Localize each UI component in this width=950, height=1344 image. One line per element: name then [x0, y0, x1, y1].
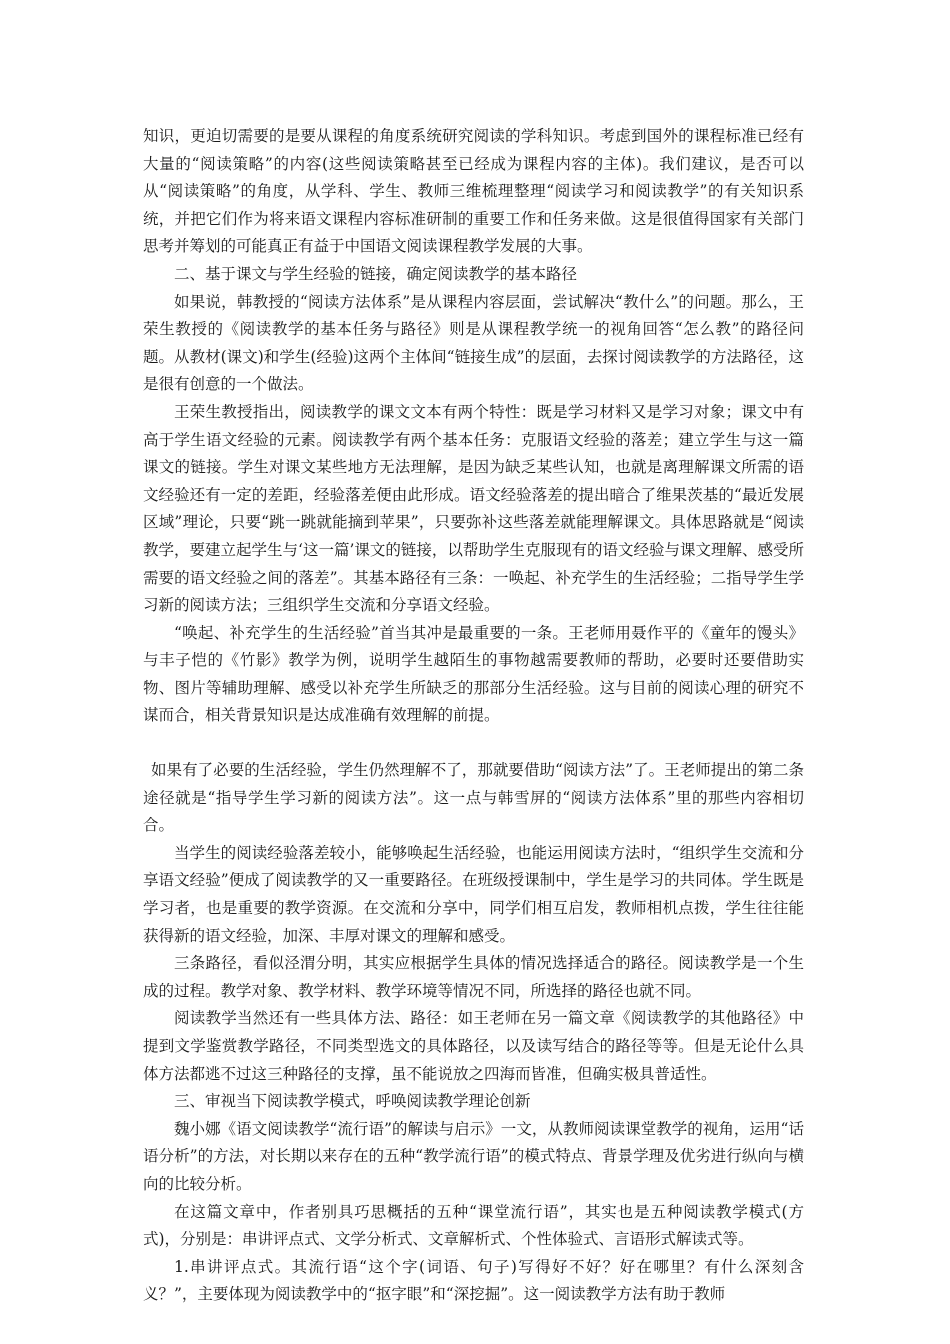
paragraph: 魏小娜《语文阅读教学“流行语”的解读与启示》一文，从教师阅读课堂教学的视角，运用“话语分析”的方法，对长期以来存在的五种“教学流行语”的模式特点、背景学理及优劣进行纵向与横向的比较分析。 — [143, 1119, 804, 1193]
paragraph: 阅读教学当然还有一些具体方法、路径：如王老师在另一篇文章《阅读教学的其他路径》中提到文学鉴赏教学路径，不同类型选文的具体路径，以及读写结合的路径等等。但是无论什么具体方法都逃不过这三种路径的支撑，虽不能说放之四海而皆准，但确实极具普适性。 — [143, 1009, 804, 1083]
document-page — [143, 123, 804, 1309]
paragraph-gap — [143, 730, 804, 757]
paragraph: 如果说，韩教授的“阅读方法体系”是从课程内容层面，尝试解决“教什么”的问题。那么，王荣生教授的《阅读教学的基本任务与路径》则是从课程教学统一的视角回答“怎么教”的路径问题。从教材(课文)和学生(经验)这两个主体间“链接生成”的层面，去探讨阅读教学的方法路径，这是很有创意的一个做法。 — [143, 292, 804, 394]
paragraph: 如果有了必要的生活经验，学生仍然理解不了，那就要借助“阅读方法”了。王老师提出的第二条途径就是“指导学生学习新的阅读方法”。这一点与韩雪屏的“阅读方法体系”里的那些内容相切合。 — [143, 761, 804, 835]
paragraph: 三条路径，看似泾渭分明，其实应根据学生具体的情况选择适合的路径。阅读教学是一个生成的过程。教学对象、教学材料、教学环境等情况不同，所选择的路径也就不同。 — [143, 954, 804, 1000]
paragraph: “唤起、补充学生的生活经验”首当其冲是最重要的一条。王老师用聂作平的《童年的馒头》与丰子恺的《竹影》教学为例，说明学生越陌生的事物越需要教师的帮助，必要时还要借助实物、图片等辅助理解、感受以补充学生所缺乏的那部分生活经验。这与目前的阅读心理的研究不谋而合，相关背景知识是达成准确有效理解的前提。 — [143, 623, 804, 725]
section-heading-3: 三、审视当下阅读教学模式，呼唤阅读教学理论创新 — [174, 1092, 531, 1111]
paragraph: 在这篇文章中，作者别具巧思概括的五种“课堂流行语”，其实也是五种阅读教学模式(方式)，分别是：串讲评点式、文学分析式、文章解析式、个性体验式、言语形式解读式等。 — [143, 1202, 804, 1249]
paragraph: 王荣生教授指出，阅读教学的课文文本有两个特性：既是学习材料又是学习对象；课文中有高于学生语文经验的元素。阅读教学有两个基本任务：克服语文经验的落差；建立学生与这一篇课文的链接。学生对课文某些地方无法理解，是因为缺乏某些认知，也就是离理解课文所需的语文经验还有一定的差距，经验落差便由此形成。语文经验落差的提出暗合了维果茨基的“最近发展区域”理论，只要“跳一跳就能摘到苹果”，只要弥补这些落差就能理解课文。具体思路就是“阅读教学，要建立起学生与‘这一篇’课文的链接，以帮助学生克服现有的语文经验与课文理解、感受所需要的语文经验之间的落差”。其基本路径有三条：一唤起、补充学生的生活经验；二指导学生学习新的阅读方法；三组织学生交流和分享语文经验。 — [143, 402, 804, 615]
paragraph: 1.串讲评点式。其流行语“这个字(词语、句子)写得好不好？好在哪里？有什么深刻含义？”，主要体现为阅读教学中的“抠字眼”和“深挖掘”。这一阅读教学方法有助于教师 — [143, 1257, 804, 1304]
section-heading-2: 二、基于课文与学生经验的链接，确定阅读教学的基本路径 — [174, 264, 578, 283]
paragraph-continuation: 知识，更迫切需要的是要从课程的角度系统研究阅读的学科知识。考虑到国外的课程标准已经有大量的“阅读策略”的内容(这些阅读策略甚至已经成为课程内容的主体)。我们建议，是否可以从“阅读策略”的角度，从学科、学生、教师三维梳理整理“阅读学习和阅读教学”的有关知识系统，并把它们作为将来语文课程内容标准研制的重要工作和任务来做。这是很值得国家有关部门思考并筹划的可能真正有益于中国语文阅读课程教学发展的大事。 — [143, 127, 804, 256]
paragraph: 当学生的阅读经验落差较小，能够唤起生活经验，也能运用阅读方法时，“组织学生交流和分享语文经验”便成了阅读教学的又一重要路径。在班级授课制中，学生是学习的共同体。学生既是学习者，也是重要的教学资源。在交流和分享中，同学们相互启发，教师相机点拨，学生往往能获得新的语文经验，加深、丰厚对课文的理解和感受。 — [143, 843, 804, 945]
